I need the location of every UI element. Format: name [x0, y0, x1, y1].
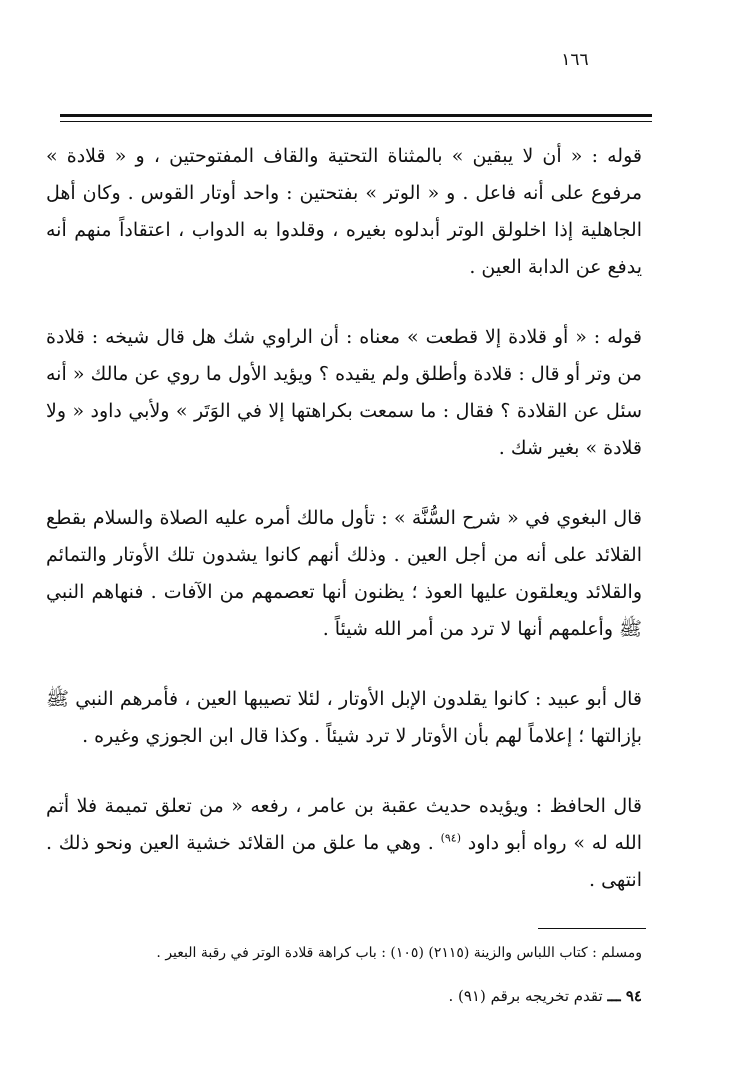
- paragraph-1: قوله : « أن لا يبقين » بالمثناة التحتية والقاف المفتوحتين ، و « قلادة » مرفوع على أنه فاعل . و « الوتر » بفتحتين : واحد أوتار القوس . وكان أهل الجاهلية إذا اخلولق الوتر أبدلوه بغيره ، وقلدوا به الدواب ، اعتقاداً منهم أنه يدفع عن الدابة العين .: [46, 145, 642, 278]
- paragraph-3: قال البغوي في « شرح السُّنَّة » : تأول مالك أمره عليه الصلاة والسلام بقطع القلائد على أنه من أجل العين . وذلك أنهم كانوا يشدون تلك الأوتار والتمائم والقلائد ويعلقون عليها العوذ ؛ يظنون أنها تعصمهم من الآفات . فنهاهم النبي ﷺ وأعلمهم أنها لا ترد من أمر الله شيئاً .: [46, 507, 642, 640]
- footnote-continuation: ومسلم : كتاب اللباس والزينة (٢١١٥) (١٠٥) : باب كراهة قلادة الوتر في رقبة البعير .: [156, 945, 642, 961]
- paragraph-5-text-after: . وهي ما علق من القلائد خشية العين ونحو ذلك . انتهى .: [46, 832, 642, 891]
- paragraph-2: قوله : « أو قلادة إلا قطعت » معناه : أن الراوي شك هل قال شيخه : قلادة من وتر أو قال : قلادة وأطلق ولم يقيده ؟ ويؤيد الأول ما روي عن مالك « أنه سئل عن القلادة ؟ فقال : ما سمعت بكراهتها إلا في الوَتَر » ولأبي داود « ولا قلادة » بغير شك .: [46, 326, 642, 459]
- paragraph-5-text-before: قال الحافظ : ويؤيده حديث عقبة بن عامر ، رفعه « من تعلق تميمة فلا أتم الله له » رواه أبو داود: [46, 795, 643, 854]
- header-rule-thick: [60, 114, 652, 117]
- page-number: ١٦٦: [561, 50, 589, 70]
- footnote-reference: (٩٤): [440, 831, 461, 845]
- footnote-94: [46, 985, 642, 1007]
- footnote-text: تقدم تخريجه برقم (٩١) .: [448, 987, 608, 1005]
- paragraph-5: [46, 788, 642, 899]
- footnote-separator: [538, 928, 646, 929]
- header-rule-thin: [60, 121, 652, 122]
- footnote-number: ٩٤ ـــ: [607, 987, 642, 1005]
- main-text: [46, 138, 642, 932]
- paragraph-4: قال أبو عبيد : كانوا يقلدون الإبل الأوتار ، لئلا تصيبها العين ، فأمرهم النبي ﷺ بإزالتها ؛ إعلاماً لهم بأن الأوتار لا ترد شيئاً . وكذا قال ابن الجوزي وغيره .: [46, 688, 642, 747]
